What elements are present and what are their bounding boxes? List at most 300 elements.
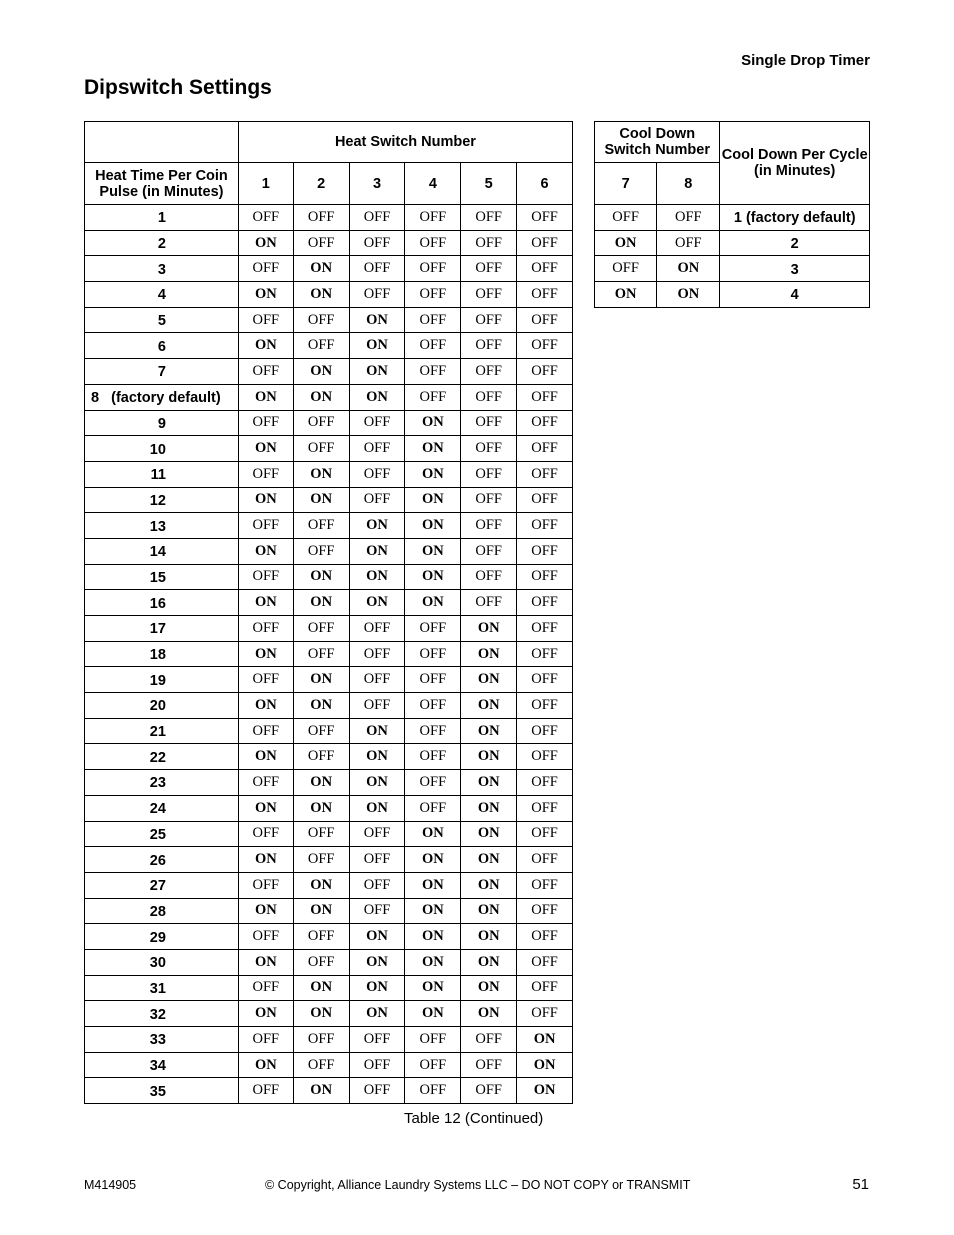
switch-state-cell: ON (238, 230, 293, 256)
table-row (85, 307, 573, 333)
heat-time-label: 7 (85, 359, 239, 385)
switch-state-cell: OFF (293, 949, 349, 975)
switch-state-cell: ON (238, 384, 293, 410)
switch-state-cell: OFF (405, 230, 461, 256)
table-row (85, 1078, 573, 1104)
table-row (85, 641, 573, 667)
table-row (85, 975, 573, 1001)
switch-state-cell: OFF (293, 1052, 349, 1078)
switch-state-cell: OFF (349, 487, 405, 513)
page-title: Dipswitch Settings (84, 76, 272, 99)
switch-state-cell: OFF (461, 230, 517, 256)
table-row (85, 821, 573, 847)
switch-state-cell: ON (238, 538, 293, 564)
switch-state-cell: ON (405, 975, 461, 1001)
switch-state-cell: OFF (238, 924, 293, 950)
switch-state-cell: OFF (405, 693, 461, 719)
switch-state-cell: ON (293, 770, 349, 796)
switch-state-cell: OFF (349, 872, 405, 898)
switch-state-cell: ON (461, 667, 517, 693)
table-row (85, 256, 573, 282)
switch-state-cell: ON (405, 821, 461, 847)
switch-state-cell: OFF (461, 384, 517, 410)
doc-number: M414905 (84, 1178, 137, 1192)
switch-state-cell: OFF (349, 282, 405, 308)
switch-state-cell: ON (349, 949, 405, 975)
switch-state-cell: ON (461, 821, 517, 847)
switch-state-cell: OFF (238, 872, 293, 898)
switch-state-cell: OFF (405, 205, 461, 231)
switch-state-cell: OFF (517, 256, 573, 282)
cool-down-switch-group-header: Cool Down Switch Number (595, 122, 720, 163)
switch-state-cell: OFF (461, 513, 517, 539)
cool-down-minutes-value: 1 (factory default) (720, 205, 870, 231)
table-row (85, 693, 573, 719)
heat-time-label: 25 (85, 821, 239, 847)
switch-state-cell: OFF (405, 307, 461, 333)
switch-state-cell: OFF (405, 795, 461, 821)
switch-state-cell: OFF (461, 256, 517, 282)
switch-state-cell: ON (349, 590, 405, 616)
switch-state-cell: ON (238, 898, 293, 924)
switch-state-cell: ON (349, 384, 405, 410)
table-row (85, 590, 573, 616)
table-row (85, 1052, 573, 1078)
switch-state-cell: OFF (517, 487, 573, 513)
switch-state-cell: ON (405, 538, 461, 564)
switch-state-cell: ON (293, 487, 349, 513)
switch-state-cell: OFF (517, 770, 573, 796)
switch-state-cell: ON (405, 564, 461, 590)
switch-state-cell: OFF (517, 513, 573, 539)
heat-time-label: 13 (85, 513, 239, 539)
switch-state-cell: OFF (238, 205, 293, 231)
heat-time-label: 20 (85, 693, 239, 719)
switch-state-cell: OFF (293, 718, 349, 744)
heat-switch-number-header: 2 (293, 163, 349, 205)
heat-time-label: 24 (85, 795, 239, 821)
switch-state-cell: ON (349, 744, 405, 770)
heat-time-label: 17 (85, 616, 239, 642)
switch-state-cell: ON (293, 461, 349, 487)
switch-state-cell: OFF (461, 564, 517, 590)
table-row (85, 847, 573, 873)
switch-state-cell: OFF (238, 307, 293, 333)
table-row (85, 436, 573, 462)
switch-state-cell: ON (595, 282, 657, 308)
switch-state-cell: OFF (349, 898, 405, 924)
switch-state-cell: ON (517, 1078, 573, 1104)
switch-state-cell: ON (461, 795, 517, 821)
switch-state-cell: OFF (238, 461, 293, 487)
table-row (85, 949, 573, 975)
table-row (85, 410, 573, 436)
cool-down-table (594, 121, 870, 308)
switch-state-cell: ON (517, 1052, 573, 1078)
switch-state-cell: ON (238, 436, 293, 462)
table-row (85, 513, 573, 539)
switch-state-cell: OFF (517, 898, 573, 924)
page-number: 51 (852, 1176, 869, 1193)
switch-state-cell: ON (238, 641, 293, 667)
switch-state-cell: OFF (405, 333, 461, 359)
switch-state-cell: OFF (595, 256, 657, 282)
heat-time-label: 1 (85, 205, 239, 231)
switch-state-cell: ON (461, 744, 517, 770)
switch-state-cell: OFF (461, 359, 517, 385)
switch-state-cell: ON (238, 949, 293, 975)
heat-time-label: 32 (85, 1001, 239, 1027)
switch-state-cell: ON (349, 564, 405, 590)
heat-time-label: 29 (85, 924, 239, 950)
heat-time-label: 26 (85, 847, 239, 873)
switch-state-cell: ON (461, 641, 517, 667)
heat-time-label: 35 (85, 1078, 239, 1104)
switch-state-cell: ON (293, 564, 349, 590)
switch-state-cell: ON (238, 744, 293, 770)
switch-state-cell: OFF (461, 461, 517, 487)
table-row (85, 898, 573, 924)
heat-time-label: 21 (85, 718, 239, 744)
heat-time-label: 4 (85, 282, 239, 308)
switch-state-cell: OFF (293, 1027, 349, 1053)
heat-time-label: 12 (85, 487, 239, 513)
switch-state-cell: OFF (461, 1027, 517, 1053)
switch-state-cell: OFF (405, 282, 461, 308)
switch-state-cell: ON (461, 693, 517, 719)
switch-state-cell: ON (405, 461, 461, 487)
switch-state-cell: OFF (461, 487, 517, 513)
switch-state-cell: OFF (238, 1078, 293, 1104)
switch-state-cell: OFF (405, 667, 461, 693)
switch-state-cell: ON (405, 898, 461, 924)
table-row (85, 564, 573, 590)
switch-state-cell: ON (461, 718, 517, 744)
switch-state-cell: OFF (405, 616, 461, 642)
copyright-notice: © Copyright, Alliance Laundry Systems LLC – DO NOT COPY or TRANSMIT (265, 1178, 691, 1192)
switch-state-cell: OFF (595, 205, 657, 231)
switch-state-cell: ON (238, 795, 293, 821)
switch-state-cell: OFF (517, 667, 573, 693)
switch-state-cell: ON (238, 333, 293, 359)
switch-state-cell: OFF (461, 410, 517, 436)
switch-state-cell: OFF (405, 770, 461, 796)
switch-state-cell: OFF (461, 333, 517, 359)
table-row (85, 616, 573, 642)
table-row (85, 744, 573, 770)
switch-state-cell: OFF (517, 538, 573, 564)
switch-state-cell: OFF (517, 230, 573, 256)
switch-state-cell: OFF (517, 1001, 573, 1027)
table-row (85, 538, 573, 564)
cool-down-minutes-value: 3 (720, 256, 870, 282)
switch-state-cell: OFF (238, 770, 293, 796)
switch-state-cell: OFF (238, 667, 293, 693)
switch-state-cell: ON (461, 1001, 517, 1027)
switch-state-cell: OFF (657, 230, 720, 256)
switch-state-cell: OFF (238, 410, 293, 436)
heat-switch-group-header: Heat Switch Number (238, 122, 572, 163)
switch-state-cell: ON (293, 898, 349, 924)
switch-state-cell: OFF (461, 436, 517, 462)
switch-state-cell: ON (405, 949, 461, 975)
table-row (85, 795, 573, 821)
cool-switch-number-header: 7 (595, 163, 657, 205)
switch-state-cell: OFF (517, 847, 573, 873)
heat-time-label: 2 (85, 230, 239, 256)
switch-state-cell: ON (238, 590, 293, 616)
switch-state-cell: OFF (349, 821, 405, 847)
switch-state-cell: ON (461, 872, 517, 898)
switch-state-cell: ON (293, 1001, 349, 1027)
switch-state-cell: OFF (349, 1078, 405, 1104)
switch-state-cell: OFF (238, 256, 293, 282)
table-caption: Table 12 (Continued) (404, 1110, 544, 1127)
heat-time-label: 18 (85, 641, 239, 667)
heat-time-label: 11 (85, 461, 239, 487)
table-row (85, 718, 573, 744)
switch-state-cell: OFF (293, 513, 349, 539)
switch-state-cell: OFF (405, 1078, 461, 1104)
switch-state-cell: OFF (517, 436, 573, 462)
switch-state-cell: ON (293, 872, 349, 898)
table-row (85, 282, 573, 308)
heat-switch-number-header: 5 (461, 163, 517, 205)
heat-time-label: 19 (85, 667, 239, 693)
switch-state-cell: OFF (349, 1027, 405, 1053)
switch-state-cell: ON (349, 333, 405, 359)
switch-state-cell: ON (349, 513, 405, 539)
switch-state-cell: ON (293, 590, 349, 616)
switch-state-cell: OFF (293, 641, 349, 667)
switch-state-cell: OFF (517, 564, 573, 590)
heat-time-label: 6 (85, 333, 239, 359)
switch-state-cell: OFF (349, 436, 405, 462)
switch-state-cell: OFF (349, 205, 405, 231)
cool-down-minutes-header: Cool Down Per Cycle (in Minutes) (720, 122, 870, 205)
table-row (85, 924, 573, 950)
heat-switch-number-header: 1 (238, 163, 293, 205)
switch-state-cell: ON (657, 256, 720, 282)
switch-state-cell: OFF (517, 590, 573, 616)
heat-time-label: 30 (85, 949, 239, 975)
table-row (595, 205, 870, 231)
switch-state-cell: ON (349, 795, 405, 821)
table-row (85, 487, 573, 513)
switch-state-cell: OFF (293, 821, 349, 847)
switch-state-cell: OFF (405, 1027, 461, 1053)
switch-state-cell: OFF (293, 230, 349, 256)
cool-down-minutes-value: 4 (720, 282, 870, 308)
switch-state-cell: ON (461, 898, 517, 924)
switch-state-cell: ON (405, 410, 461, 436)
switch-state-cell: ON (238, 487, 293, 513)
table-row (85, 230, 573, 256)
switch-state-cell: OFF (405, 641, 461, 667)
heat-switch-number-header: 4 (405, 163, 461, 205)
switch-state-cell: ON (461, 847, 517, 873)
switch-state-cell: ON (293, 693, 349, 719)
cool-down-minutes-value: 2 (720, 230, 870, 256)
switch-state-cell: ON (461, 949, 517, 975)
switch-state-cell: OFF (349, 616, 405, 642)
switch-state-cell: ON (349, 1001, 405, 1027)
table-row (85, 205, 573, 231)
table-row (595, 282, 870, 308)
switch-state-cell: ON (461, 770, 517, 796)
section-header: Single Drop Timer (741, 52, 870, 69)
switch-state-cell: ON (293, 256, 349, 282)
switch-state-cell: ON (293, 282, 349, 308)
heat-switch-number-header: 6 (517, 163, 573, 205)
heat-time-label: 22 (85, 744, 239, 770)
switch-state-cell: ON (293, 384, 349, 410)
table-row (85, 359, 573, 385)
switch-state-cell: OFF (517, 744, 573, 770)
heat-time-label: 31 (85, 975, 239, 1001)
switch-state-cell: OFF (517, 384, 573, 410)
switch-state-cell: OFF (461, 1052, 517, 1078)
switch-state-cell: ON (293, 667, 349, 693)
switch-state-cell: OFF (293, 616, 349, 642)
switch-state-cell: OFF (293, 847, 349, 873)
switch-state-cell: OFF (517, 461, 573, 487)
empty-corner-cell (85, 122, 239, 163)
switch-state-cell: ON (349, 975, 405, 1001)
heat-switch-table (84, 121, 573, 1104)
switch-state-cell: OFF (657, 205, 720, 231)
switch-state-cell: OFF (517, 410, 573, 436)
switch-state-cell: OFF (238, 359, 293, 385)
switch-state-cell: OFF (517, 924, 573, 950)
table-row (85, 461, 573, 487)
switch-state-cell: OFF (238, 975, 293, 1001)
switch-state-cell: OFF (405, 359, 461, 385)
heat-time-column-header: Heat Time Per Coin Pulse (in Minutes) (85, 163, 239, 205)
switch-state-cell: OFF (405, 1052, 461, 1078)
switch-state-cell: ON (238, 282, 293, 308)
switch-state-cell: OFF (517, 205, 573, 231)
switch-state-cell: OFF (517, 975, 573, 1001)
switch-state-cell: OFF (517, 282, 573, 308)
switch-state-cell: ON (238, 1052, 293, 1078)
switch-state-cell: OFF (517, 333, 573, 359)
switch-state-cell: ON (405, 513, 461, 539)
switch-state-cell: ON (461, 975, 517, 1001)
table-row (85, 872, 573, 898)
switch-state-cell: OFF (293, 205, 349, 231)
switch-state-cell: ON (461, 924, 517, 950)
switch-state-cell: OFF (405, 718, 461, 744)
table-row (595, 230, 870, 256)
heat-time-label: 16 (85, 590, 239, 616)
switch-state-cell: ON (405, 924, 461, 950)
switch-state-cell: ON (349, 770, 405, 796)
switch-state-cell: OFF (238, 564, 293, 590)
switch-state-cell: OFF (238, 1027, 293, 1053)
switch-state-cell: OFF (349, 693, 405, 719)
switch-state-cell: ON (405, 872, 461, 898)
switch-state-cell: ON (349, 307, 405, 333)
heat-time-label: 23 (85, 770, 239, 796)
switch-state-cell: ON (293, 795, 349, 821)
switch-state-cell: ON (238, 847, 293, 873)
switch-state-cell: OFF (517, 359, 573, 385)
switch-state-cell: OFF (517, 949, 573, 975)
switch-state-cell: OFF (238, 616, 293, 642)
switch-state-cell: OFF (461, 282, 517, 308)
switch-state-cell: ON (405, 436, 461, 462)
switch-state-cell: OFF (517, 718, 573, 744)
switch-state-cell: ON (293, 359, 349, 385)
switch-state-cell: ON (461, 616, 517, 642)
heat-time-label: 15 (85, 564, 239, 590)
heat-time-label: 10 (85, 436, 239, 462)
switch-state-cell: OFF (349, 230, 405, 256)
switch-state-cell: OFF (517, 641, 573, 667)
switch-state-cell: OFF (405, 744, 461, 770)
switch-state-cell: ON (238, 693, 293, 719)
switch-state-cell: OFF (517, 821, 573, 847)
switch-state-cell: OFF (517, 872, 573, 898)
switch-state-cell: OFF (238, 821, 293, 847)
switch-state-cell: OFF (293, 410, 349, 436)
cool-switch-number-header: 8 (657, 163, 720, 205)
switch-state-cell: OFF (349, 641, 405, 667)
heat-time-label: 27 (85, 872, 239, 898)
switch-state-cell: OFF (349, 461, 405, 487)
heat-time-label: 33 (85, 1027, 239, 1053)
switch-state-cell: ON (517, 1027, 573, 1053)
switch-state-cell: OFF (517, 795, 573, 821)
heat-time-label: 3 (85, 256, 239, 282)
switch-state-cell: ON (405, 847, 461, 873)
switch-state-cell: OFF (349, 847, 405, 873)
table-row (85, 1027, 573, 1053)
heat-time-label: 9 (85, 410, 239, 436)
switch-state-cell: OFF (293, 744, 349, 770)
heat-time-label: 28 (85, 898, 239, 924)
switch-state-cell: OFF (238, 718, 293, 744)
switch-state-cell: OFF (405, 256, 461, 282)
switch-state-cell: OFF (349, 256, 405, 282)
table-row (85, 667, 573, 693)
switch-state-cell: OFF (517, 693, 573, 719)
switch-state-cell: ON (349, 718, 405, 744)
switch-state-cell: ON (405, 487, 461, 513)
table-row (85, 333, 573, 359)
table-row (85, 770, 573, 796)
heat-time-label: 34 (85, 1052, 239, 1078)
switch-state-cell: OFF (405, 384, 461, 410)
switch-state-cell: OFF (461, 538, 517, 564)
switch-state-cell: OFF (461, 307, 517, 333)
switch-state-cell: ON (349, 359, 405, 385)
switch-state-cell: ON (293, 975, 349, 1001)
heat-switch-number-header: 3 (349, 163, 405, 205)
switch-state-cell: OFF (238, 513, 293, 539)
switch-state-cell: ON (349, 924, 405, 950)
switch-state-cell: ON (405, 590, 461, 616)
switch-state-cell: OFF (517, 616, 573, 642)
switch-state-cell: OFF (293, 924, 349, 950)
switch-state-cell: ON (657, 282, 720, 308)
table-row (85, 384, 573, 410)
switch-state-cell: ON (293, 1078, 349, 1104)
switch-state-cell: ON (595, 230, 657, 256)
switch-state-cell: OFF (293, 307, 349, 333)
switch-state-cell: OFF (349, 667, 405, 693)
